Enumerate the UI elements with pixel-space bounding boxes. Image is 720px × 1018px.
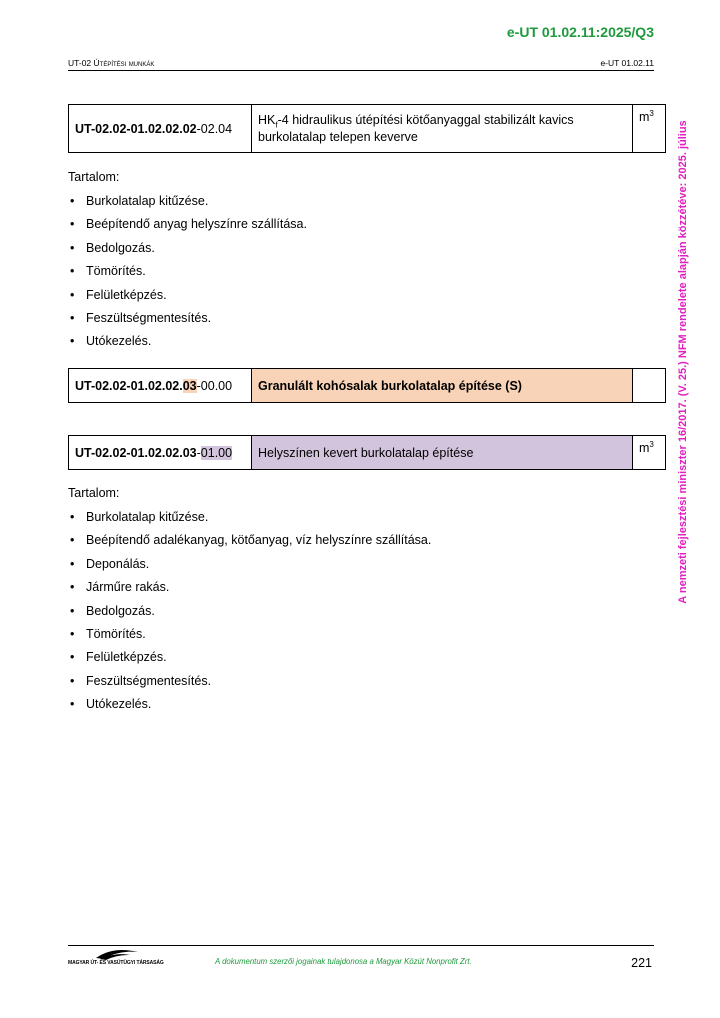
item-code-main: UT-02.02-01.02.02.	[75, 378, 183, 393]
list-item: • Felületképzés.	[68, 284, 307, 307]
item-unit	[633, 436, 666, 470]
list-item: • Utókezelés.	[68, 330, 307, 353]
contents-block-1	[68, 170, 307, 354]
header-section-prefix: UT-02	[68, 58, 94, 68]
item-title-hk: HK	[258, 113, 276, 128]
list-item: • Beépítendő anyag helyszínre szállítása.	[68, 213, 307, 236]
list-item: • Burkolatalap kitűzése.	[68, 190, 307, 213]
page-number: 221	[631, 956, 652, 970]
header-rule	[68, 70, 654, 71]
header-section-title	[68, 58, 154, 68]
item-unit	[633, 105, 666, 153]
item-title-subscript: f	[275, 120, 278, 130]
item-title-text: -4 hidraulikus útépítési kötőanyaggal stabilizált kavics burkolatalap telepen keverve	[258, 113, 574, 144]
list-item: • Feszültségmentesítés.	[68, 307, 307, 330]
item-code-tail: -00.00	[196, 378, 233, 393]
list-item: • Bedolgozás.	[68, 600, 431, 623]
list-item: • Feszültségmentesítés.	[68, 670, 431, 693]
item-unit	[633, 369, 666, 403]
item-code-highlight: 03	[182, 378, 197, 393]
item-code	[69, 105, 252, 153]
contents-label: Tartalom:	[68, 486, 120, 500]
contents-block-2	[68, 486, 431, 717]
unit-exponent: 3	[649, 440, 654, 449]
list-item: • Deponálás.	[68, 553, 431, 576]
list-item: • Beépítendő adalékanyag, kötőanyag, víz helyszínre szállítása.	[68, 529, 431, 552]
item-table-03-01	[68, 435, 666, 470]
list-item: • Bedolgozás.	[68, 237, 307, 260]
header-section-name: Útépítési munkák	[93, 58, 155, 68]
copyright-note: A dokumentum szerzői jogainak tulajdonosa a Magyar Közút Nonprofit Zrt.	[215, 957, 472, 966]
item-title: Granulált kohósalak burkolatalap építése (S)	[252, 369, 633, 403]
item-code-tail: -02.04	[196, 121, 233, 136]
contents-label: Tartalom:	[68, 170, 120, 184]
list-item: • Tömörítés.	[68, 260, 307, 283]
list-item: • Tömörítés.	[68, 623, 431, 646]
company-logo-text: MAGYAR ÚT- ÉS VASÚTÜGYI TÁRSASÁG	[68, 960, 164, 966]
item-title: Helyszínen kevert burkolatalap építése	[252, 436, 633, 470]
unit-base: m	[639, 441, 650, 456]
list-item: • Burkolatalap kitűzése.	[68, 506, 431, 529]
contents-list	[68, 506, 431, 717]
item-code-dash: -	[196, 445, 201, 460]
list-item: • Felületképzés.	[68, 646, 431, 669]
item-table-03-00	[68, 368, 666, 403]
unit-base: m	[639, 110, 650, 125]
item-code-highlight: 01.00	[200, 445, 233, 460]
publication-side-note: A nemzeti fejlesztési miniszter 16/2017. (V. 25.) NFM rendelete alapján közzétéve: 2025. július	[677, 120, 689, 604]
header-doc-ref: e-UT 01.02.11	[600, 58, 654, 68]
unit-exponent: 3	[649, 109, 654, 118]
list-item: • Utókezelés.	[68, 693, 431, 716]
item-code	[69, 369, 252, 403]
document-id: e-UT 01.02.11:2025/Q3	[506, 24, 654, 40]
item-code-main: UT-02.02-01.02.02.03	[75, 445, 197, 460]
list-item: • Járműre rakás.	[68, 576, 431, 599]
item-title	[252, 105, 633, 153]
company-logo	[68, 946, 160, 972]
item-code-main: UT-02.02-01.02.02.02	[75, 121, 197, 136]
item-code	[69, 436, 252, 470]
item-table-02-04	[68, 104, 666, 153]
contents-list	[68, 190, 307, 354]
